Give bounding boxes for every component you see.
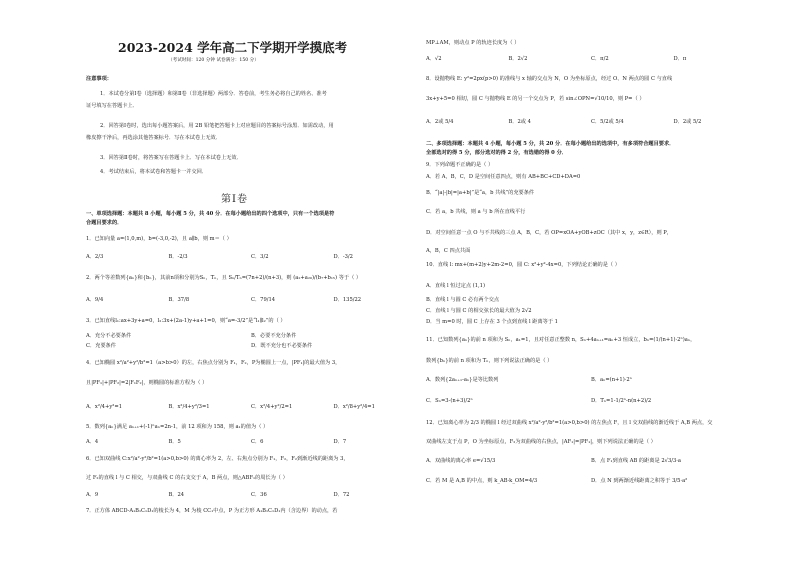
question-stem: 且|PF₁|+|PF₂|=2|F₁F₂|，则椭圆的标准方程为（ ） xyxy=(86,380,208,386)
question-options xyxy=(426,119,756,126)
section-heading: 合题目要求的． xyxy=(86,220,123,226)
question-options xyxy=(426,56,756,63)
notice-item: 橡皮擦干净后，再选涂其他答案标号．写在本试卷上无效． xyxy=(86,135,221,141)
option: A．4 xyxy=(86,439,99,445)
section-heading: 一、单项选择题：本题共 8 小题，每小题 5 分，共 40 分．在每小题给出的四个选项中，只有一个选项是符 xyxy=(86,211,335,217)
question-options xyxy=(86,404,416,411)
question-stem: 数列{bₙ}的前 n 项和为 Tₙ，则下列说法正确的是（ ） xyxy=(426,358,553,364)
question-options xyxy=(86,492,416,499)
option: C．充要条件 xyxy=(86,343,116,349)
option: A．2或 5/4 xyxy=(426,119,454,125)
option: C．3/2 xyxy=(251,254,269,260)
option: C．直线 l 与圆 C 的相交弦长的最大值为 2√2 xyxy=(426,308,532,314)
option: A．双曲线的离心率 e=√15/3 xyxy=(426,458,496,464)
question-stem: 9．下列命题不正确的是（ ） xyxy=(426,162,494,168)
option: A．直线 l 恒过定点 (1,1) xyxy=(426,283,485,289)
option: A，B，C 四点共面 xyxy=(426,248,471,254)
option: A．数列{2aₙ₊₁-aₙ}是等比数列 xyxy=(426,377,499,383)
option: C．79/14 xyxy=(251,297,276,303)
option: C．5/2或 5/4 xyxy=(591,119,624,125)
exam-subtitle: （考试时间：120 分钟 试卷满分：150 分） xyxy=(168,58,259,63)
notice-item: 4．考试结束后，将本试卷和答题卡一并交回． xyxy=(100,169,208,175)
option: C．Sₙ=3-(n+3)/2ⁿ xyxy=(426,398,473,404)
notice-heading: 注意事项： xyxy=(86,76,112,82)
option: D．对空间任意一点 O 与不共线的三点 A，B，C，若 OP=xOA+yOB+zOC（其中 x，y，z∈R），则 P， xyxy=(426,230,672,236)
option: D．π xyxy=(673,56,687,62)
option: B．2√2 xyxy=(508,56,528,62)
question-options xyxy=(86,333,416,340)
option: D．2或 5/2 xyxy=(673,119,702,125)
question-stem: 3x+y+5=0 相切，圆 C 与抛物线 E 的另一个交点为 P，若 sin∠OPN=√10/10，则 P=（ ） xyxy=(426,96,645,102)
option: A．若 A，B，C，D 是空间任意四点，则有 AB+BC+CD+DA=0 xyxy=(426,174,581,180)
option: C．若 M 是 A,B 的中点，则 k_AB·k_OM=4/3 xyxy=(426,478,538,484)
volume-heading: 第Ⅰ卷 xyxy=(221,194,248,205)
option: A．9 xyxy=(86,492,99,498)
option: C．6 xyxy=(251,439,264,445)
section-heading: 二、多项选择题：本题共 4 小题，每小题 5 分，共 20 分．在每小题给出的选项中，有多项符合题目要求． xyxy=(426,141,675,147)
option: B．2或 4 xyxy=(508,119,531,125)
option: D．x²/8+y²/4=1 xyxy=(333,404,375,410)
question-stem: 双曲线左支于点 P，O 为坐标原点，F₂为双曲线的右焦点，|AF₁|=|PF₁|，则下列说法正确的是（ ） xyxy=(426,439,656,445)
question-options xyxy=(426,398,756,405)
question-options xyxy=(86,297,416,304)
option: C．π/2 xyxy=(591,56,609,62)
option: D．当 m=0 时，圆 C 上存在 3 个点到直线 l 距离等于 1 xyxy=(426,319,558,325)
option: A．x²/4+y²=1 xyxy=(86,404,122,410)
option: B．x²/4+y²/3=1 xyxy=(168,404,210,410)
option: C．36 xyxy=(251,492,267,498)
question-options xyxy=(86,254,416,261)
question-stem: 12．已知离心率为 2/3 的椭圆 l 经过双曲线 x²/a²-y²/b²=1(a>0,b>0) 的左焦点 F，且 l 交双曲线的渐近线于 A,B 两点，交 xyxy=(426,420,713,426)
option: D．Tₙ=1-1/2ⁿ-n(n+2)/2 xyxy=(591,398,652,404)
option: A．√2 xyxy=(426,56,442,62)
option: D．点 N 到两渐近线距离之积等于 3/5·a² xyxy=(591,478,688,484)
notice-item: 1．本试卷分第Ⅰ卷（选择题）和第Ⅱ卷（非选择题）两部分．答卷前，考生务必将自己的姓名、准考 xyxy=(100,91,327,97)
option: B．必要不充分条件 xyxy=(251,333,297,339)
question-stem: 6．已知双曲线 C:x²/a²-y²/b²=1(a>0,b>0) 的离心率为 2，左、右焦点分别为 F₁，F₂，F₂到渐近线的距离为 3， xyxy=(86,456,349,462)
question-stem: 5．数列{aₙ}满足 aₙ₊₁+(-1)ⁿaₙ=2n-1，前 12 项和为 158，则 a₁的值为（ ） xyxy=(86,424,269,430)
option: B．“|a|-|b|=|a+b|”是“a，b 共线”的充要条件 xyxy=(426,190,535,196)
question-stem: 3．已知直线l₁:ax+3y+a=0，l₂:3x+(2a-1)y+a+1=0，则“a=-3/2”是“l₁∥l₂”的（ ） xyxy=(86,318,286,324)
question-options xyxy=(426,478,756,485)
option: D．7 xyxy=(333,439,347,445)
question-options xyxy=(426,377,756,384)
question-stem: 4．已知椭圆 x²/a²+y²/b²=1（a>b>0）的左，右焦点分别为 F₁，F₂，P为椭圆上一点，|PF₁|的最大值为 3， xyxy=(86,360,341,366)
option: D．既不充分也不必要条件 xyxy=(251,343,313,349)
question-stem: 2．两个等差数列{aₙ}和{bₙ}，其前n项和分别为Sₙ，Tₙ，且 Sₙ/Tₙ=(7n+2)/(n+3)，则 (a₂+a₂₀)/(b₇+b₁₅) 等于（ ） xyxy=(86,275,362,281)
question-stem: 1．已知向量 a=(1,0,m)，b=(-3,0,-2)，且 a∥b，则 m＝（ ） xyxy=(86,236,232,242)
question-stem: MP⊥AM，则动点 P 的轨迹长度为（ ） xyxy=(426,40,520,46)
option: C．若 a，b 共线，则 a 与 b 所在直线平行 xyxy=(426,209,526,215)
question-stem: 7．正方体 ABCD-A₁B₁C₁D₁的棱长为 4，M 为棱 CC₁中点，P 为正方形 A₁B₁C₁D₁内（含边界）的动点，若 xyxy=(86,508,338,514)
notice-item: 3．回答第Ⅱ卷时，将答案写在答题卡上．写在本试卷上无效． xyxy=(100,155,242,161)
option: D．72 xyxy=(333,492,350,498)
option: A．2/3 xyxy=(86,254,104,260)
question-stem: 11．已知数列{aₙ}的前 n 项和为 Sₙ，a₁=1，且对任意正整数 n，Sₙ+4aₙ₊₁=aₙ+3 恒成立，bₙ=(1/(n+1)·2ⁿ)aₙ， xyxy=(426,337,696,343)
page-title: 2023-2024 学年高二下学期开学摸底考 xyxy=(118,40,348,55)
option: D．-3/2 xyxy=(333,254,353,260)
question-stem: 10．直线 l: mx+(m+2)y+2m-2=0，圆 C: x²+y²-4x=0，下列结论正确的是（ ） xyxy=(426,262,620,268)
question-stem: 过 F₂的直线 l 与 C 相交，与双曲线 C 的右支交于 A，B 两点，则△ABF₁的周长为（ ） xyxy=(86,475,288,481)
option: A．9/4 xyxy=(86,297,104,303)
notice-item: 2．回答第Ⅰ卷时，选出每小题答案后，用 2B 铅笔把答题卡上对应题目的答案标号涂黑．如需改动，用 xyxy=(100,123,334,129)
question-options xyxy=(426,458,756,465)
option: B．aₙ=(n+1)·2ⁿ xyxy=(591,377,632,383)
option: B．-2/3 xyxy=(168,254,188,260)
option: C．x²/4+y²/2=1 xyxy=(251,404,293,410)
option: B．直线 l 与圆 C 必有两个交点 xyxy=(426,297,500,303)
question-stem: 8．设抛物线 E: y²=2px(p>0) 的准线与 x 轴的交点为 N，O 为坐标原点，经过 O、N 两点的圆 C 与直线 xyxy=(426,76,673,82)
option: B．24 xyxy=(168,492,185,498)
option: A．充分不必要条件 xyxy=(86,333,132,339)
question-options xyxy=(86,439,416,446)
question-options xyxy=(86,343,416,350)
section-heading: 全部选对的得 5 分，部分选对的得 2 分，有选错的得 0 分． xyxy=(426,150,567,156)
notice-item: 证号填写在答题卡上． xyxy=(86,103,138,109)
option: B．37/8 xyxy=(168,297,190,303)
option: D．135/22 xyxy=(333,297,362,303)
option: B．5 xyxy=(168,439,181,445)
option: B．点 F₁到直线 AB 的距离是 2√3/3·a xyxy=(591,458,682,464)
